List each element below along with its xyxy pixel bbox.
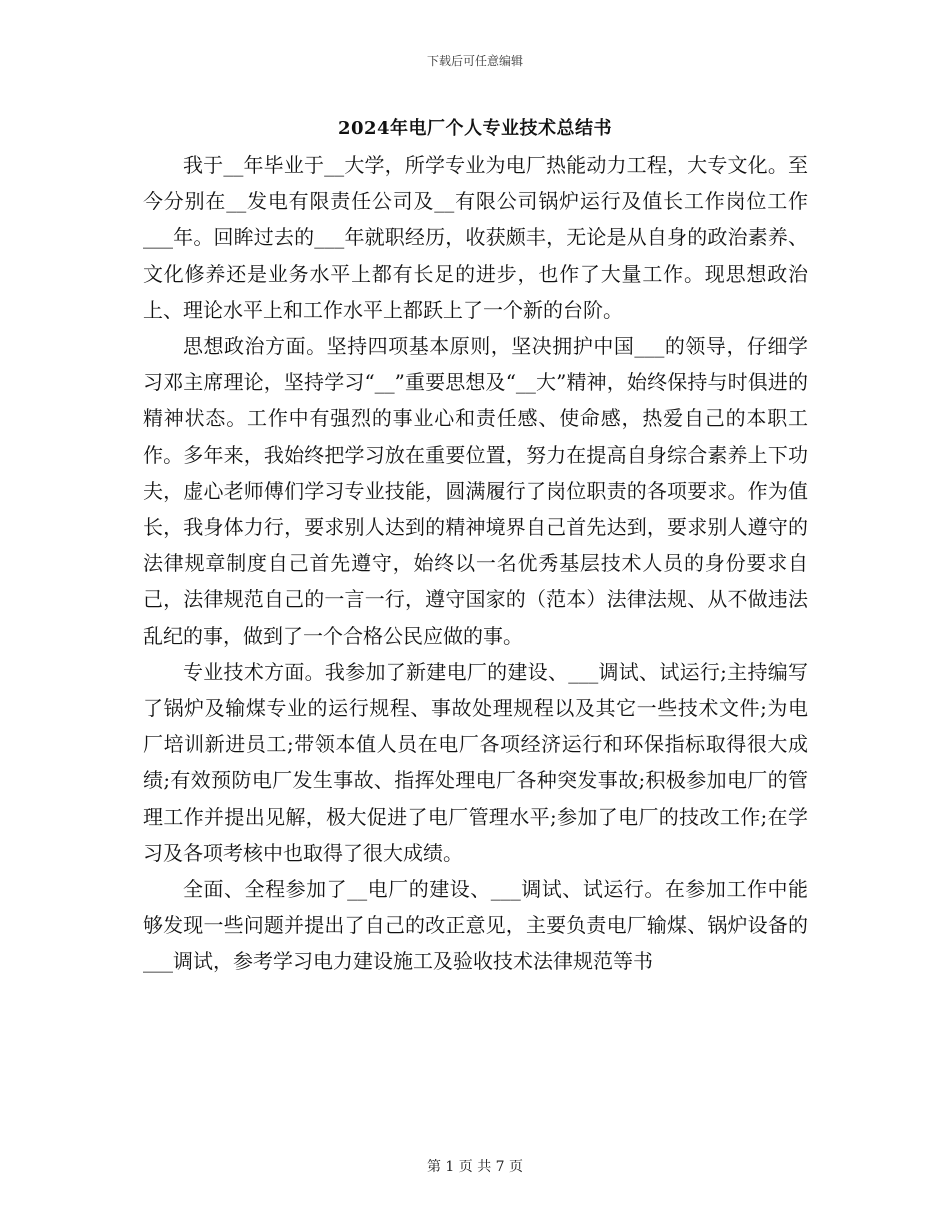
document-title: 2024年电厂个人专业技术总结书 [337, 118, 613, 139]
paragraph-technical: 专业技术方面。我参加了新建电厂的建设、___调试、试运行;主持编写了锅炉及输煤专业的运行规程、事故处理规程以及其它一些技术文件;为电厂培训新进员工;带领本值人员在电厂各项经济运行和环保指标取得很大成绩;有效预防电厂发生事故、指挥处理电厂各种突发事故;积极参加电厂的管理工作并提出见解，极大促进了电厂管理水平;参加了电厂的技改工作;在学习及各项考核中也取得了很大成绩。 [143, 659, 808, 865]
header-note: 下载后可任意编辑 [426, 54, 523, 68]
document-body [143, 147, 808, 980]
page-number: 第 1 页 共 7 页 [426, 1159, 524, 1175]
paragraph-construction: 全面、全程参加了__电厂的建设、___调试、试运行。在参加工作中能够发现一些问题并提出了自己的改正意见，主要负责电厂输煤、锅炉设备的___调试，参考学习电力建设施工及验收技术法律规范等书 [143, 877, 808, 974]
paragraph-intro: 我于__年毕业于__大学，所学专业为电厂热能动力工程，大专文化。至今分别在__发电有限责任公司及__有限公司锅炉运行及值长工作岗位工作___年。回眸过去的___年就职经历，收获颇丰，无论是从自身的政治素养、文化修养还是业务水平上都有长足的进步，也作了大量工作。现思想政治上、理论水平上和工作水平上都跃上了一个新的台阶。 [143, 153, 808, 322]
paragraph-political: 思想政治方面。坚持四项基本原则，坚决拥护中国___的领导，仔细学习邓主席理论，坚持学习“__”重要思想及“__大”精神，始终保持与时俱进的精神状态。工作中有强烈的事业心和责任感、使命感，热爱自己的本职工作。多年来，我始终把学习放在重要位置，努力在提高自身综合素养上下功夫，虚心老师傅们学习专业技能，圆满履行了岗位职责的各项要求。作为值长，我身体力行，要求别人达到的精神境界自己首先达到，要求别人遵守的法律规章制度自己首先遵守，始终以一名优秀基层技术人员的身份要求自己，法律规范自己的一言一行，遵守国家的（范本）法律法规、从不做违法乱纪的事，做到了一个合格公民应做的事。 [143, 334, 808, 648]
